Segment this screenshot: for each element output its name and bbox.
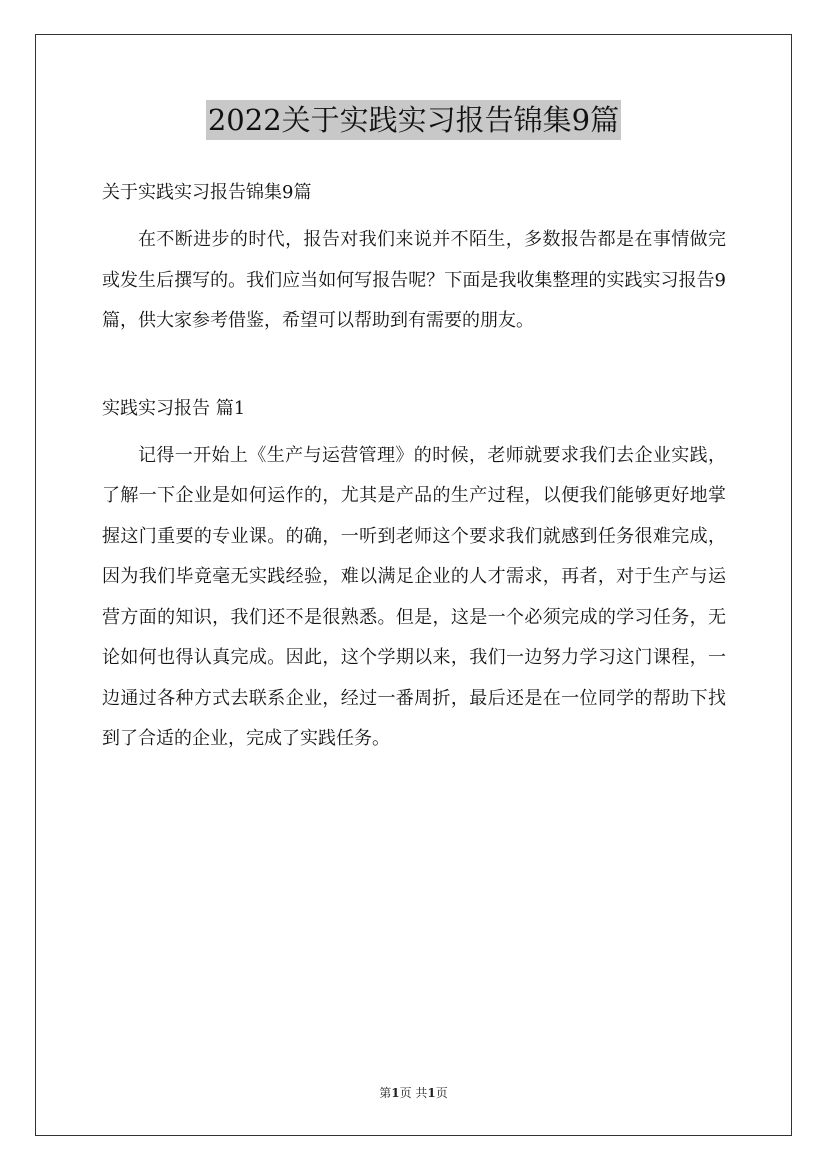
title-container bbox=[0, 100, 827, 140]
page-footer bbox=[0, 1084, 827, 1101]
section-heading: 实践实习报告 篇1 bbox=[102, 397, 246, 419]
page-current: 1 bbox=[391, 1086, 400, 1100]
document-title: 2022关于实践实习报告锦集9篇 bbox=[206, 100, 621, 140]
document-body bbox=[102, 176, 726, 760]
intro-paragraph: 在不断进步的时代，报告对我们来说并不陌生，多数报告都是在事情做完或发生后撰写的。我们应当如何写报告呢？下面是我收集整理的实践实习报告9篇，供大家参考借鉴，希望可以帮助到有需要的朋友。 bbox=[102, 229, 726, 331]
page-total: 1 bbox=[427, 1086, 436, 1100]
page-suffix: 页 bbox=[435, 1086, 448, 1100]
section-paragraph: 记得一开始上《生产与运营管理》的时候，老师就要求我们去企业实践，了解一下企业是如何运作的，尤其是产品的生产过程，以便我们能够更好地掌握这门重要的专业课。的确，一听到老师这个要求我们就感到任务很难完成，因为我们毕竟毫无实践经验，难以满足企业的人才需求，再者，对于生产与运营方面的知识，我们还不是很熟悉。但是，这是一个必须完成的学习任务，无论如何也得认真完成。因此，这个学期以来，我们一边努力学习这门课程，一边通过各种方式去联系企业，经过一番周折，最后还是在一位同学的帮助下找到了合适的企业，完成了实践任务。 bbox=[102, 444, 726, 749]
document-subtitle: 关于实践实习报告锦集9篇 bbox=[102, 182, 312, 203]
page-mid: 页 共 bbox=[399, 1086, 428, 1100]
page-prefix: 第 bbox=[379, 1086, 392, 1100]
